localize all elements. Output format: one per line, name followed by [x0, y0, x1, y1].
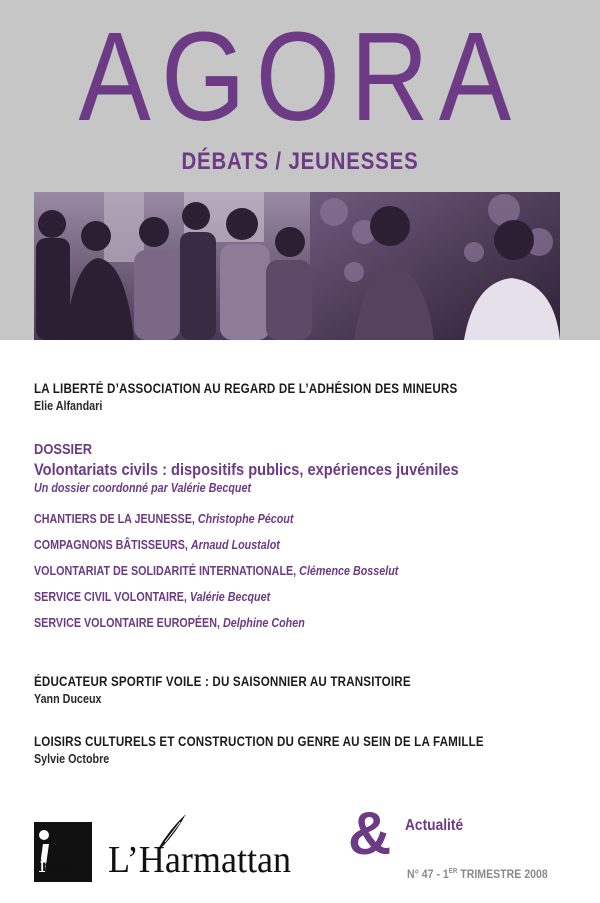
dossier-coordinator: Un dossier coordonné par Valérie Becquet	[34, 481, 252, 495]
list-item[interactable]	[34, 538, 398, 564]
article-title[interactable]: LA LIBERTÉ D’ASSOCIATION AU REGARD DE L’ADHÉSION DES MINEURS	[34, 381, 458, 396]
article-3[interactable]	[34, 734, 557, 766]
article-1[interactable]	[34, 381, 526, 413]
list-item[interactable]	[34, 616, 398, 642]
article-author: Sylvie Octobre	[34, 752, 110, 766]
section-actualite: Actualité	[405, 817, 464, 834]
list-item[interactable]	[34, 590, 398, 616]
issue-suffix: TRIMESTRE 2008	[457, 867, 548, 881]
masthead-subtitle: DÉBATS / JEUNESSES	[181, 148, 419, 175]
feather-icon	[152, 812, 190, 852]
dossier-item-topic: CHANTIERS DE LA JEUNESSE,	[34, 512, 195, 526]
issue-superscript: ER	[448, 868, 458, 875]
article-2[interactable]	[34, 674, 472, 706]
publisher-name: L’Harmattan	[108, 839, 292, 881]
list-item[interactable]	[34, 564, 398, 590]
dossier-item-author: Christophe Pécout	[197, 512, 294, 526]
dossier-item-topic: COMPAGNONS BÂTISSEURS,	[34, 538, 188, 552]
dossier-list	[34, 512, 458, 642]
article-title[interactable]: LOISIRS CULTURELS ET CONSTRUCTION DU GENRE AU SEIN DE LA FAMILLE	[34, 734, 484, 749]
injep-dot-icon	[39, 830, 49, 840]
injep-logo-text: injep	[38, 858, 73, 875]
article-author: Elie Alfandari	[34, 399, 103, 413]
dossier-item-topic: SERVICE CIVIL VOLONTAIRE,	[34, 590, 187, 604]
article-author: Yann Duceux	[34, 692, 102, 706]
masthead-title: AGORA	[78, 6, 522, 147]
dossier-item-author: Clémence Bosselut	[299, 564, 399, 578]
ampersand-mark: &	[348, 800, 392, 867]
article-title[interactable]: ÉDUCATEUR SPORTIF VOILE : DU SAISONNIER AU TRANSITOIRE	[34, 674, 411, 689]
dossier-item-author: Delphine Cohen	[222, 616, 305, 630]
dossier-title[interactable]: Volontariats civils : dispositifs publics, expériences juvéniles	[34, 460, 459, 479]
dossier-item-author: Arnaud Loustalot	[190, 538, 280, 552]
dossier-item-author: Valérie Becquet	[189, 590, 271, 604]
cover-footer	[0, 800, 600, 903]
dossier-block	[34, 441, 528, 495]
issue-prefix: N° 47 - 1	[407, 867, 449, 881]
harmattan-logo	[108, 838, 291, 882]
cover-photo	[34, 192, 560, 340]
list-item[interactable]	[34, 512, 398, 538]
dossier-label: DOSSIER	[34, 441, 93, 458]
issue-number	[407, 867, 548, 881]
dossier-item-topic: VOLONTARIAT DE SOLIDARITÉ INTERNATIONALE,	[34, 564, 297, 578]
dossier-item-topic: SERVICE VOLONTAIRE EUROPÉEN,	[34, 616, 220, 630]
